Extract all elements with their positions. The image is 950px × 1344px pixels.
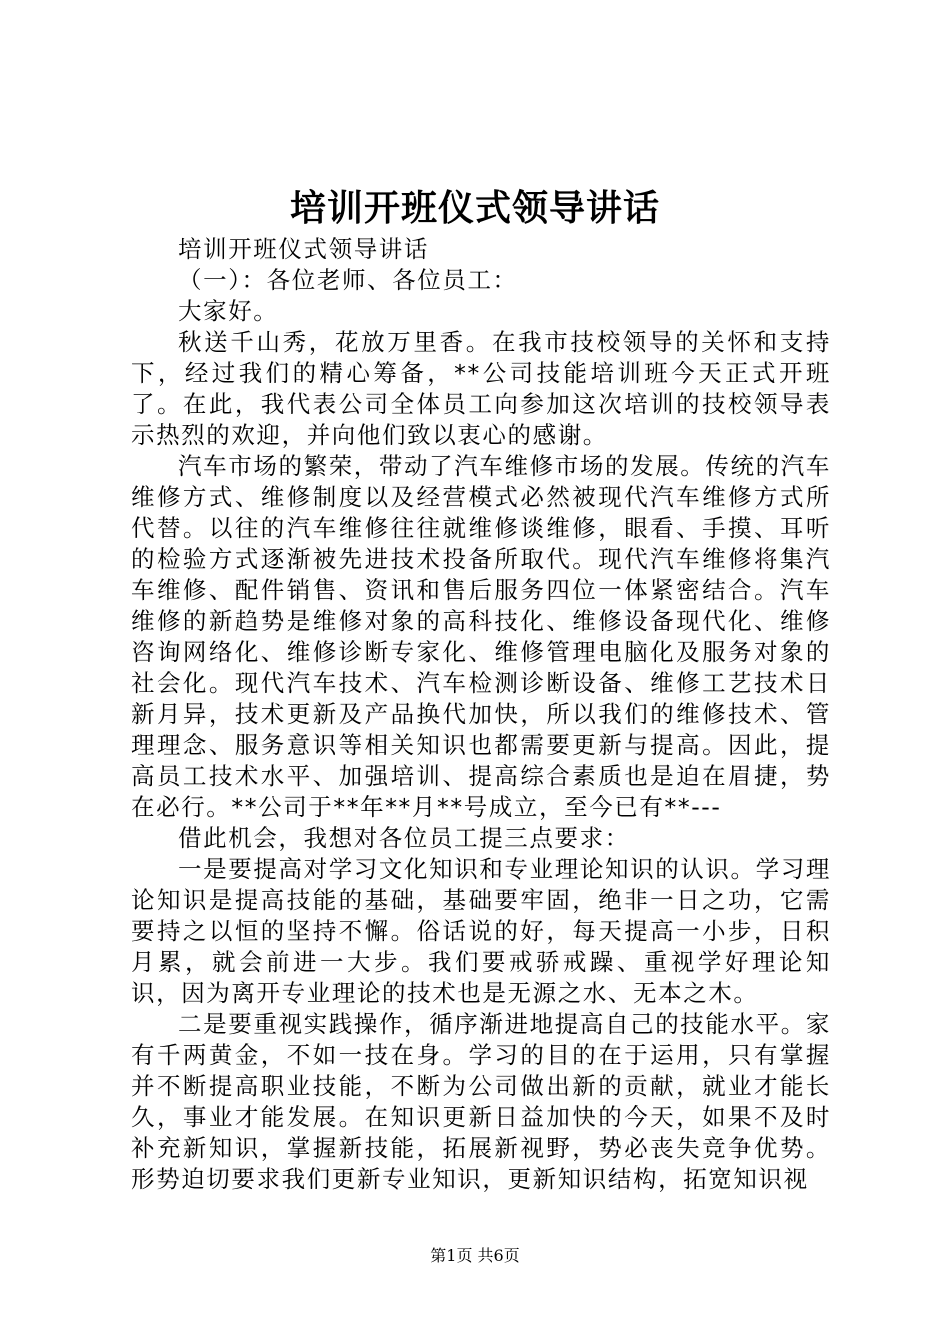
paragraph-opening: 秋送千山秀，花放万里香。在我市技校领导的关怀和支持下，经过我们的精心筹备，**公司技能培训班今天正式开班了。在此，我代表公司全体员工向参加这次培训的技校领导表示热烈的欢迎，并向他们致以衷心的感谢。	[131, 328, 831, 449]
paragraph-requirement-one: 一是要提高对学习文化知识和专业理论知识的认识。学习理论知识是提高技能的基础，基础要牢固，绝非一日之功，它需要持之以恒的坚持不懈。俗话说的好，每天提高一小步，日积月累，就会前进一大步。我们要戒骄戒躁、重视学好理论知识，因为离开专业理论的技术也是无源之水、无本之木。	[131, 855, 831, 1007]
paragraph-salutation: （一）：各位老师、各位员工：	[178, 266, 518, 294]
paragraph-subtitle: 培训开班仪式领导讲话	[178, 235, 429, 263]
paragraph-requirements-intro: 借此机会，我想对各位员工提三点要求：	[178, 824, 630, 852]
page-number: 第1页 共6页	[430, 1246, 520, 1265]
paragraph-greeting: 大家好。	[178, 297, 279, 325]
document-title: 培训开班仪式领导讲话	[289, 187, 660, 229]
document-body	[131, 234, 831, 1195]
paragraph-industry: 汽车市场的繁荣，带动了汽车维修市场的发展。传统的汽车维修方式、维修制度以及经营模式必然被现代汽车维修方式所代替。以往的汽车维修往往就维修谈维修，眼看、手摸、耳听的检验方式逐渐被先进技术投备所取代。现代汽车维修将集汽车维修、配件销售、资讯和售后服务四位一体紧密结合。汽车维修的新趋势是维修对象的高科技化、维修设备现代化、维修咨询网络化、维修诊断专家化、维修管理电脑化及服务对象的社会化。现代汽车技术、汽车检测诊断设备、维修工艺技术日新月异，技术更新及产品换代加快，所以我们的维修技术、管理理念、服务意识等相关知识也都需要更新与提高。因此，提高员工技术水平、加强培训、提高综合素质也是迫在眉捷，势在必行。**公司于**年**月**号成立，至今已有**---	[131, 452, 831, 821]
paragraph-requirement-two: 二是要重视实践操作，循序渐进地提高自己的技能水平。家有千两黄金，不如一技在身。学习的目的在于运用，只有掌握并不断提高职业技能，不断为公司做出新的贡献，就业才能长久，事业才能发展。在知识更新日益加快的今天，如果不及时补充新知识，掌握新技能，拓展新视野，势必丧失竞争优势。形势迫切要求我们更新专业知识，更新知识结构，拓宽知识视	[131, 1010, 831, 1193]
